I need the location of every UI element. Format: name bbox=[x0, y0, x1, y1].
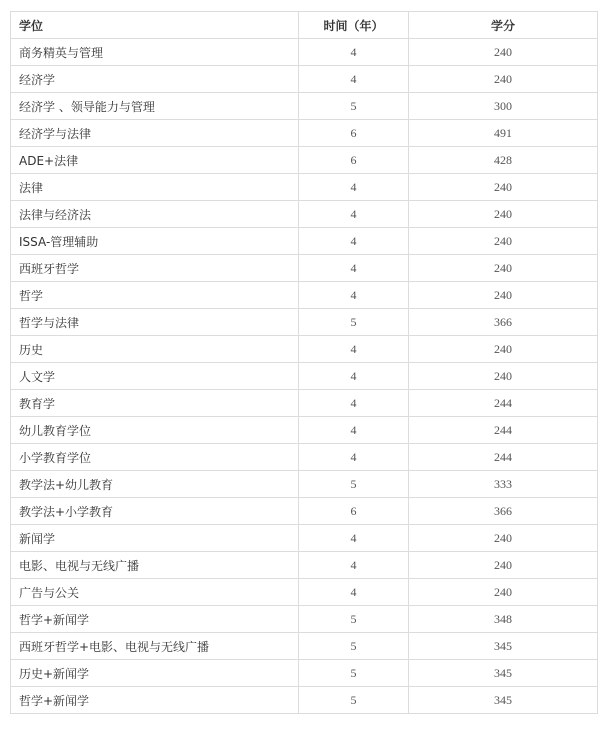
cell-credits: 244 bbox=[409, 390, 598, 417]
cell-degree: 经济学与法律 bbox=[11, 120, 299, 147]
cell-degree: 广告与公关 bbox=[11, 579, 299, 606]
cell-duration: 4 bbox=[299, 525, 409, 552]
table-row bbox=[11, 39, 598, 66]
cell-degree: 经济学 bbox=[11, 66, 299, 93]
cell-duration: 6 bbox=[299, 120, 409, 147]
cell-duration: 4 bbox=[299, 282, 409, 309]
degree-table bbox=[10, 11, 598, 714]
cell-duration: 4 bbox=[299, 228, 409, 255]
cell-degree: 小学教育学位 bbox=[11, 444, 299, 471]
table-row bbox=[11, 687, 598, 714]
cell-credits: 240 bbox=[409, 228, 598, 255]
cell-degree: 法律与经济法 bbox=[11, 201, 299, 228]
cell-credits: 240 bbox=[409, 363, 598, 390]
cell-credits: 333 bbox=[409, 471, 598, 498]
header-duration: 时间（年） bbox=[299, 12, 409, 39]
table-row bbox=[11, 174, 598, 201]
cell-degree: 教育学 bbox=[11, 390, 299, 417]
cell-credits: 240 bbox=[409, 336, 598, 363]
table-row bbox=[11, 525, 598, 552]
cell-degree: 人文学 bbox=[11, 363, 299, 390]
cell-duration: 5 bbox=[299, 471, 409, 498]
cell-credits: 244 bbox=[409, 417, 598, 444]
cell-duration: 4 bbox=[299, 336, 409, 363]
table-row bbox=[11, 309, 598, 336]
table-row bbox=[11, 390, 598, 417]
cell-credits: 366 bbox=[409, 498, 598, 525]
table-row bbox=[11, 417, 598, 444]
cell-duration: 4 bbox=[299, 174, 409, 201]
cell-credits: 240 bbox=[409, 579, 598, 606]
cell-degree: 幼儿教育学位 bbox=[11, 417, 299, 444]
cell-duration: 4 bbox=[299, 390, 409, 417]
cell-degree: 经济学 、领导能力与管理 bbox=[11, 93, 299, 120]
cell-credits: 348 bbox=[409, 606, 598, 633]
cell-credits: 240 bbox=[409, 255, 598, 282]
cell-degree: 哲学与法律 bbox=[11, 309, 299, 336]
cell-credits: 345 bbox=[409, 660, 598, 687]
cell-credits: 240 bbox=[409, 282, 598, 309]
cell-credits: 366 bbox=[409, 309, 598, 336]
table-row bbox=[11, 444, 598, 471]
cell-credits: 240 bbox=[409, 525, 598, 552]
cell-credits: 491 bbox=[409, 120, 598, 147]
cell-duration: 4 bbox=[299, 363, 409, 390]
cell-duration: 4 bbox=[299, 417, 409, 444]
table-row bbox=[11, 93, 598, 120]
cell-degree: 商务精英与管理 bbox=[11, 39, 299, 66]
table-row bbox=[11, 147, 598, 174]
table-row bbox=[11, 66, 598, 93]
table-row bbox=[11, 579, 598, 606]
table-row bbox=[11, 120, 598, 147]
cell-credits: 428 bbox=[409, 147, 598, 174]
table-row bbox=[11, 633, 598, 660]
header-credits: 学分 bbox=[409, 12, 598, 39]
cell-degree: 历史 bbox=[11, 336, 299, 363]
cell-duration: 5 bbox=[299, 633, 409, 660]
cell-duration: 4 bbox=[299, 444, 409, 471]
cell-duration: 4 bbox=[299, 39, 409, 66]
cell-degree: 新闻学 bbox=[11, 525, 299, 552]
table-row bbox=[11, 498, 598, 525]
cell-degree: 哲学 bbox=[11, 282, 299, 309]
cell-duration: 6 bbox=[299, 498, 409, 525]
cell-duration: 5 bbox=[299, 606, 409, 633]
cell-degree: ADE+法律 bbox=[11, 147, 299, 174]
cell-duration: 4 bbox=[299, 201, 409, 228]
cell-duration: 4 bbox=[299, 66, 409, 93]
cell-credits: 244 bbox=[409, 444, 598, 471]
cell-degree: 西班牙哲学 bbox=[11, 255, 299, 282]
table-row bbox=[11, 660, 598, 687]
cell-degree: 哲学+新闻学 bbox=[11, 606, 299, 633]
table-row bbox=[11, 201, 598, 228]
cell-credits: 300 bbox=[409, 93, 598, 120]
table-row bbox=[11, 363, 598, 390]
cell-duration: 6 bbox=[299, 147, 409, 174]
cell-duration: 4 bbox=[299, 552, 409, 579]
cell-credits: 240 bbox=[409, 174, 598, 201]
table-row bbox=[11, 228, 598, 255]
table-row bbox=[11, 552, 598, 579]
cell-credits: 240 bbox=[409, 39, 598, 66]
cell-degree: 哲学+新闻学 bbox=[11, 687, 299, 714]
cell-degree: 法律 bbox=[11, 174, 299, 201]
cell-credits: 345 bbox=[409, 633, 598, 660]
cell-degree: 教学法+幼儿教育 bbox=[11, 471, 299, 498]
table-body bbox=[11, 39, 598, 714]
cell-duration: 5 bbox=[299, 93, 409, 120]
cell-duration: 5 bbox=[299, 687, 409, 714]
cell-credits: 240 bbox=[409, 552, 598, 579]
cell-credits: 345 bbox=[409, 687, 598, 714]
table-row bbox=[11, 471, 598, 498]
table-header-row bbox=[11, 12, 598, 39]
table-row bbox=[11, 282, 598, 309]
cell-duration: 4 bbox=[299, 255, 409, 282]
cell-duration: 5 bbox=[299, 660, 409, 687]
cell-degree: 西班牙哲学+电影、电视与无线广播 bbox=[11, 633, 299, 660]
header-degree: 学位 bbox=[11, 12, 299, 39]
cell-degree: 历史+新闻学 bbox=[11, 660, 299, 687]
cell-credits: 240 bbox=[409, 66, 598, 93]
table-row bbox=[11, 606, 598, 633]
cell-credits: 240 bbox=[409, 201, 598, 228]
cell-duration: 5 bbox=[299, 309, 409, 336]
cell-duration: 4 bbox=[299, 579, 409, 606]
cell-degree: 电影、电视与无线广播 bbox=[11, 552, 299, 579]
cell-degree: ISSA-管理辅助 bbox=[11, 228, 299, 255]
cell-degree: 教学法+小学教育 bbox=[11, 498, 299, 525]
table-row bbox=[11, 336, 598, 363]
table-row bbox=[11, 255, 598, 282]
